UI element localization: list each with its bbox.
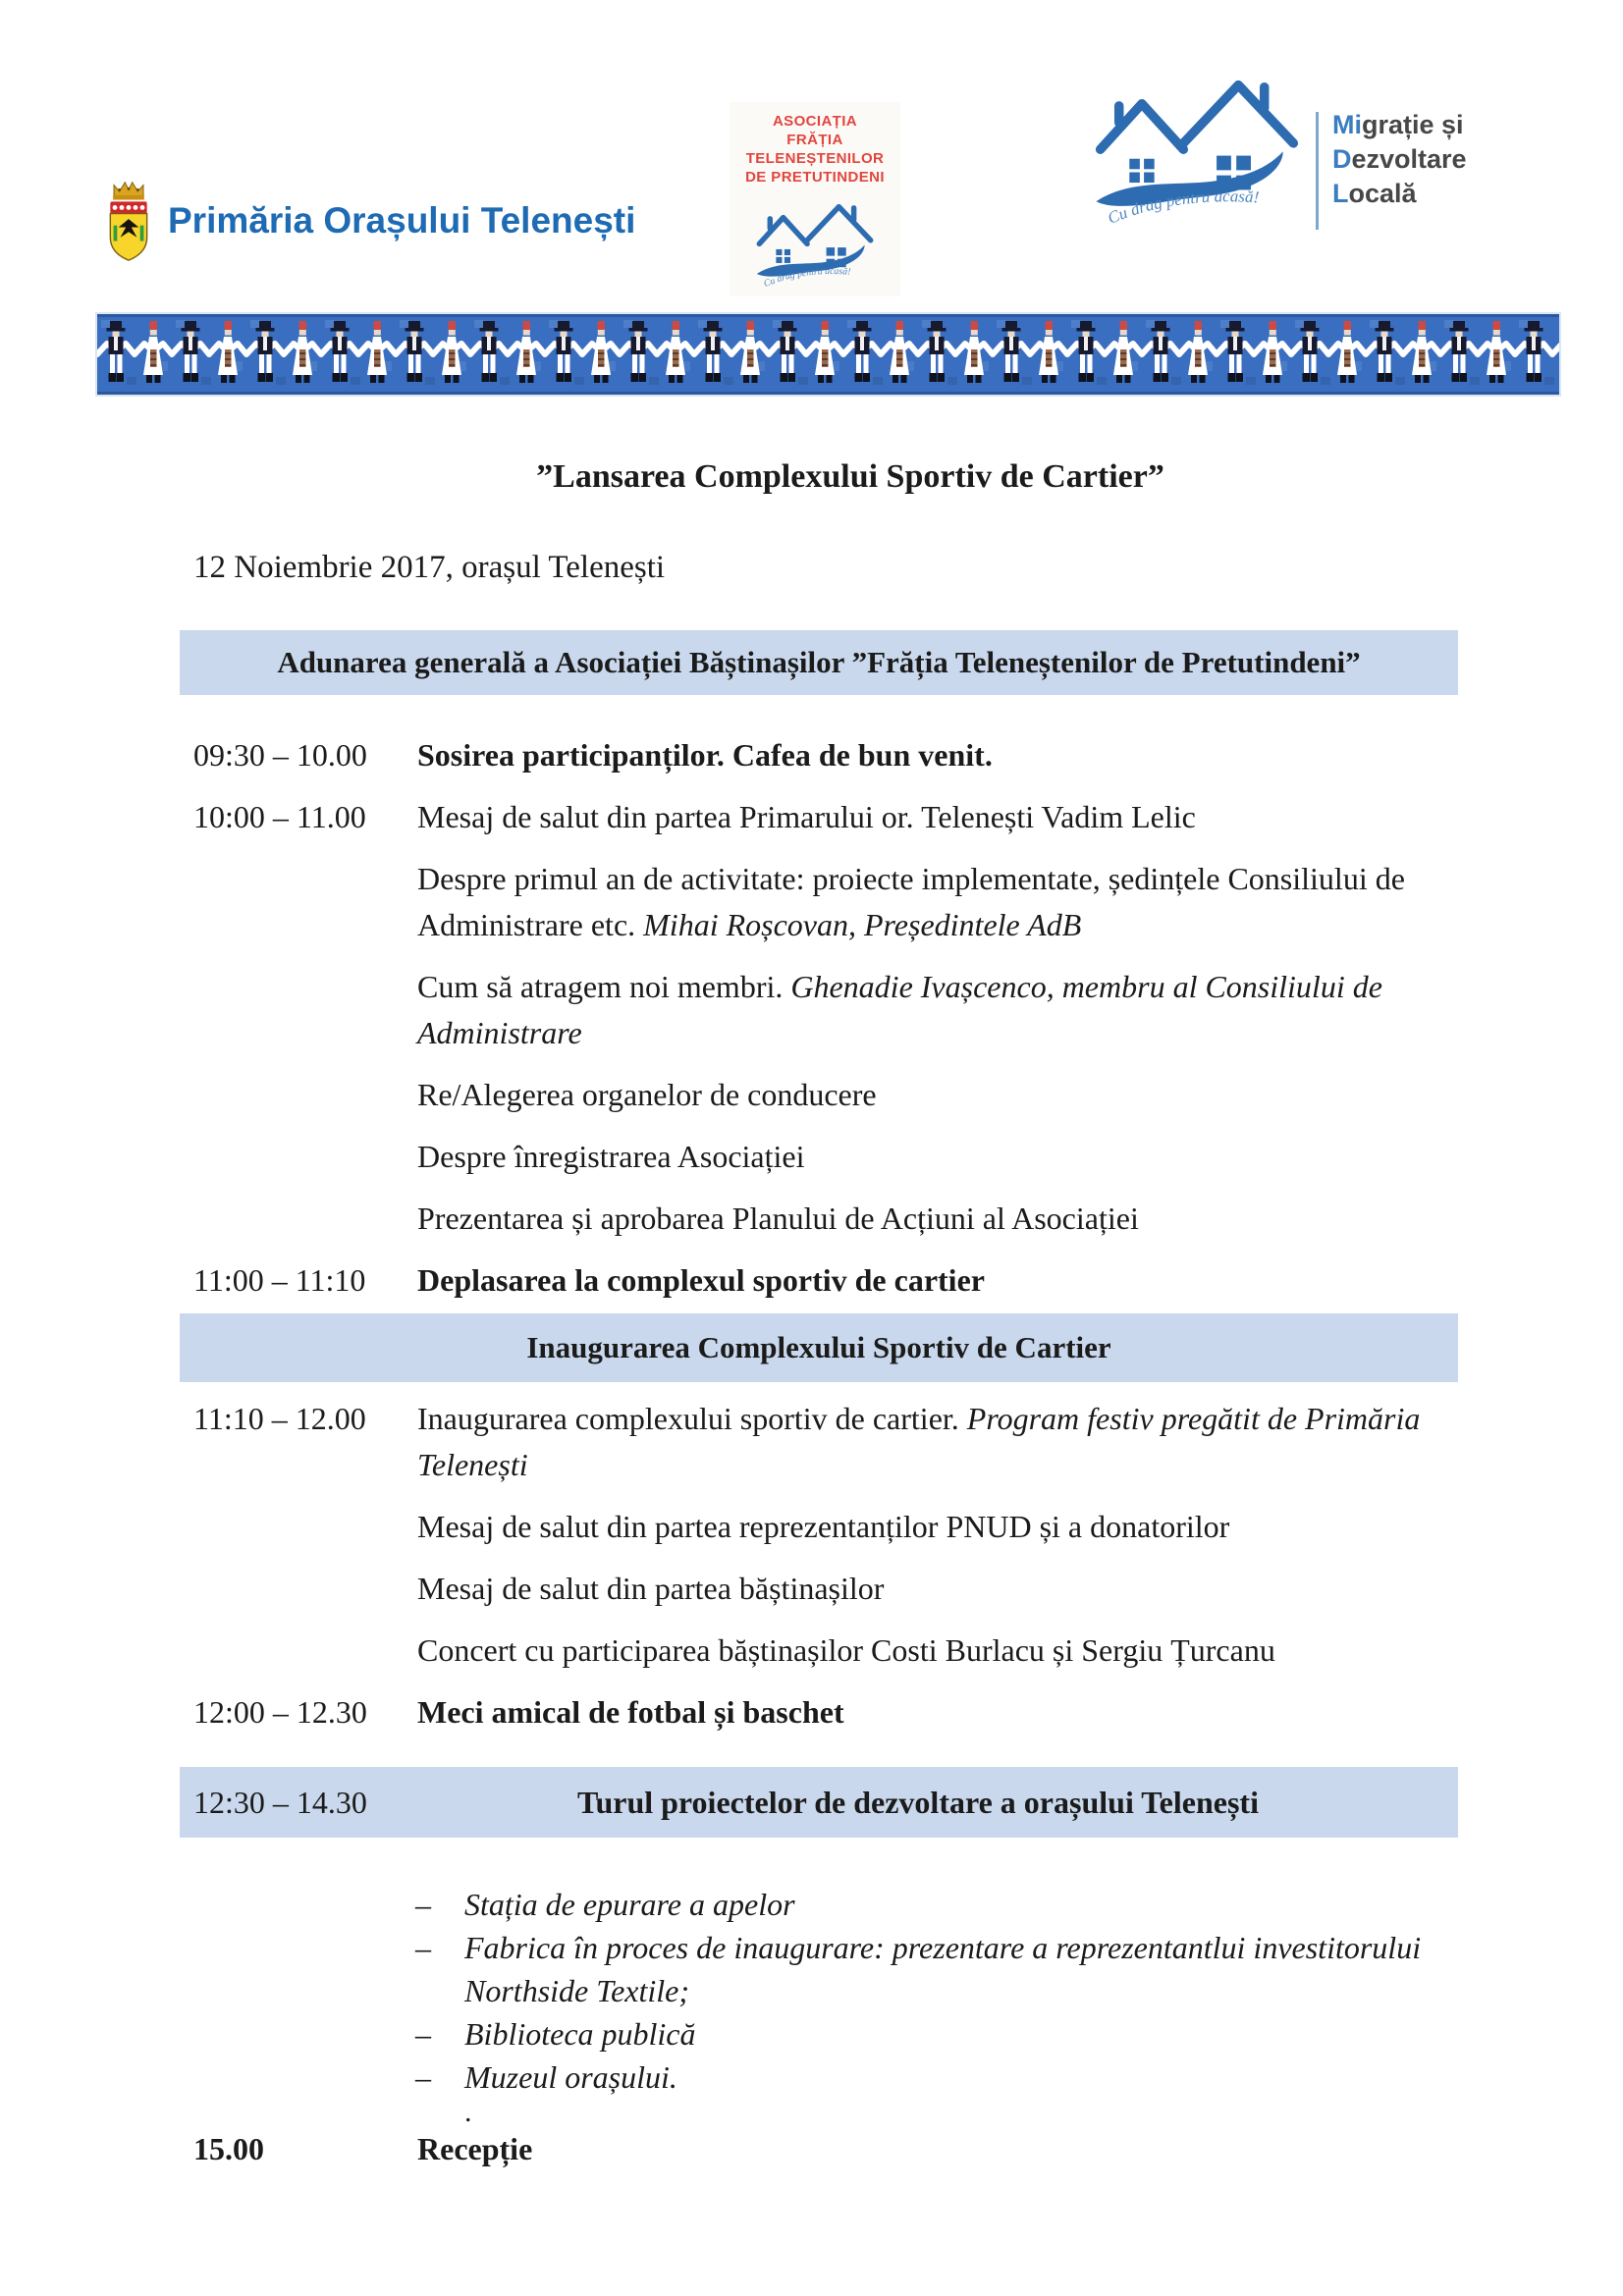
list-item-text: Stația de epurare a apelor: [464, 1887, 795, 1922]
schedule-text: Concert cu participarea băștinașilor Costi Burlacu și Sergiu Țurcanu: [417, 1632, 1275, 1668]
schedule-text: Mesaj de salut din partea băștinașilor: [417, 1571, 885, 1606]
schedule-text: Meci amical de fotbal și baschet: [417, 1694, 844, 1730]
schedule-row: [180, 1072, 1458, 1118]
schedule-row: [180, 1504, 1458, 1550]
schedule-text: [417, 964, 1458, 1056]
schedule-text-normal: Cum să atragem noi membri.: [417, 969, 791, 1004]
association-name-line: DE PRETUTINDENI: [745, 169, 885, 186]
page-title: ”Lansarea Complexului Sportiv de Cartier”: [536, 458, 1164, 495]
wordmark-line: [1332, 142, 1467, 177]
tour-stops-list: [415, 1883, 1458, 2099]
schedule-text-speaker: Mihai Roșcovan, Președintele AdB: [643, 907, 1082, 942]
telenesti-coat-of-arms-icon: [101, 177, 156, 265]
schedule-row: [180, 964, 1458, 1056]
program-content: [180, 454, 1458, 2188]
schedule-time: 15.00: [193, 2131, 264, 2166]
schedule-row: [180, 1396, 1458, 1488]
schedule-row: [180, 1566, 1458, 1612]
schedule-text: [417, 1396, 1458, 1488]
section-header-adunarea: [180, 630, 1458, 695]
schedule-time: 11:10 – 12.00: [193, 1401, 366, 1436]
wordmark-accent: Mi: [1332, 110, 1362, 139]
houses-hand-icon: [752, 192, 878, 291]
schedule-time: [193, 1072, 417, 1118]
migration-development-wordmark: [1332, 108, 1467, 211]
schedule-text: Sosirea participanților. Cafea de bun venit.: [417, 737, 993, 773]
section-header-inaugurarea: [180, 1313, 1458, 1382]
section-time: 12:30 – 14.30: [193, 1784, 367, 1820]
section-header-label: Adunarea generală a Asociației Băștinașilor ”Frăția Teleneștenilor de Pretutindeni”: [277, 645, 1361, 679]
schedule-time: [193, 1504, 417, 1550]
schedule-row: [180, 1196, 1458, 1242]
schedule-row: [180, 732, 1458, 778]
schedule-time: 09:30 – 10.00: [193, 737, 367, 773]
schedule-time: [193, 856, 417, 948]
section-header-label: Inaugurarea Complexului Sportiv de Cartier: [526, 1330, 1111, 1364]
association-logo: [730, 102, 900, 296]
schedule-row: [180, 1257, 1458, 1304]
list-item: [415, 2056, 1458, 2099]
schedule-text: Mesaj de salut din partea Primarului or. Telenești Vadim Lelic: [417, 799, 1196, 834]
wordmark-rest: grație și: [1362, 110, 1464, 139]
schedule-row: [180, 1628, 1458, 1674]
schedule-row: [180, 856, 1458, 948]
list-item: [415, 1883, 1458, 1926]
schedule-text-speaker: Ghenadie Ivașcenco, membru al Consiliului de Administrare: [417, 969, 1382, 1050]
list-item-text: Muzeul orașului.: [464, 2059, 677, 2095]
schedule-time: 12:00 – 12.30: [193, 1694, 367, 1730]
schedule-row: [180, 794, 1458, 840]
schedule-row: [180, 2126, 1458, 2172]
wordmark-rest: ezvoltare: [1351, 144, 1467, 174]
municipality-name: Primăria Orașului Telenești: [168, 200, 636, 240]
schedule-text: Recepție: [417, 2131, 533, 2166]
association-name-line: FRĂȚIA: [786, 132, 843, 148]
schedule-row: [180, 1134, 1458, 1180]
schedule-text: Mesaj de salut din partea reprezentanților PNUD și a donatorilor: [417, 1509, 1230, 1544]
list-item-text: Biblioteca publică: [464, 2016, 696, 2052]
schedule-time: [193, 1628, 417, 1674]
wordmark-rest: ocală: [1348, 179, 1417, 208]
list-item-text: Fabrica în proces de inaugurare: prezentare a reprezentantlui investitorului Northside Textile;: [464, 1930, 1422, 2008]
schedule-time: [193, 1566, 417, 1612]
bullet-dash: –: [415, 1887, 431, 1922]
bullet-dash: –: [415, 2016, 431, 2052]
stray-period: .: [464, 2096, 472, 2128]
association-name-line: ASOCIAȚIA: [772, 113, 858, 130]
schedule-time: [193, 1196, 417, 1242]
list-item: [415, 2012, 1458, 2056]
schedule-text-speaker: Program festiv pregătit de Primăria Telenești: [417, 1401, 1421, 1482]
schedule-text: [417, 856, 1458, 948]
bullet-dash: –: [415, 1930, 431, 1965]
houses-hand-icon: [1088, 61, 1306, 230]
logo-header: [0, 0, 1623, 294]
schedule-text-normal: Despre primul an de activitate: proiecte implementate, ședințele Consiliului de Administrare etc.: [417, 861, 1405, 942]
schedule-text: Deplasarea la complexul sportiv de cartier: [417, 1262, 985, 1298]
association-name: [731, 112, 898, 187]
wordmark-line: [1332, 108, 1467, 142]
wordmark-line: [1332, 177, 1467, 211]
list-item: [415, 1926, 1458, 2012]
schedule-time: [193, 1134, 417, 1180]
section-header-turul: [180, 1767, 1458, 1838]
schedule-text: Re/Alegerea organelor de conducere: [417, 1077, 877, 1112]
bullet-dash: –: [415, 2059, 431, 2095]
logo-divider: [1316, 112, 1319, 230]
schedule-text: Despre înregistrarea Asociației: [417, 1139, 805, 1174]
logo-tagline: Cu drag pentru acasă!: [1105, 187, 1261, 228]
event-date: 12 Noiembrie 2017, orașul Telenești: [193, 550, 666, 585]
wordmark-accent: D: [1332, 144, 1352, 174]
municipality-logo: [101, 177, 635, 265]
schedule-time: 10:00 – 11.00: [193, 799, 366, 834]
folk-dancers-border: [95, 312, 1561, 397]
migration-development-logo: [1088, 61, 1467, 230]
schedule-row: [180, 1689, 1458, 1735]
schedule-text: Prezentarea și aprobarea Planului de Acțiuni al Asociației: [417, 1201, 1139, 1236]
association-name-line: TELENEȘTENILOR: [745, 150, 885, 167]
section-header-label: Turul proiectelor de dezvoltare a orașului Telenești: [577, 1784, 1259, 1820]
association-tagline: Cu drag pentru acasă!: [762, 265, 851, 291]
wordmark-accent: L: [1332, 179, 1349, 208]
schedule-time: [193, 964, 417, 1056]
schedule-text-normal: Inaugurarea complexului sportiv de cartier.: [417, 1401, 967, 1436]
schedule-time: 11:00 – 11:10: [193, 1262, 366, 1298]
